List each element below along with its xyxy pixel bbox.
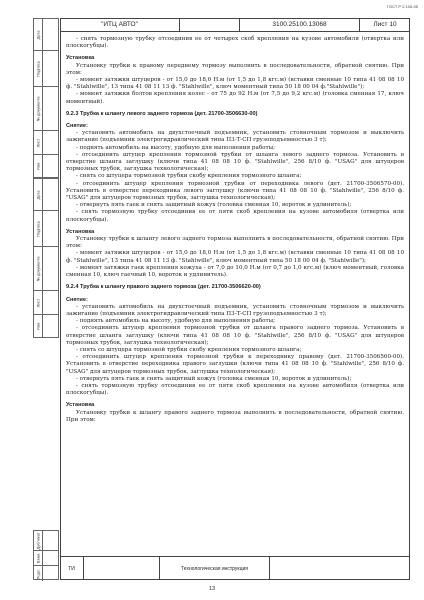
header-doc-number: 3100.25100.13068	[240, 18, 360, 31]
footer-blank	[84, 557, 160, 580]
side-label: Дата	[35, 190, 41, 199]
side-cell	[34, 531, 58, 551]
paragraph: - снять тормозную трубку отсоединив ее от четырех скоб крепления на кузове автомобиля (отвертка или плоскогубцы).	[66, 36, 404, 50]
gost-reference: ГОСТ Р 2.105-95	[387, 4, 418, 9]
side-label: Подл.	[35, 568, 41, 579]
paragraph: - момент затяжки болтов крепления колес - от 75 до 92 Н.м (от 7,5 до 9,2 кгс.м) (головка сменная 17, ключ моментный).	[66, 91, 404, 105]
document-body	[66, 36, 404, 424]
side-label: Дубликат	[35, 531, 41, 550]
side-cell	[34, 211, 58, 247]
paragraph: Установку трубки к правому переднему тормозу выполнить в последовательности, обратной снятию. При этом:	[66, 62, 404, 76]
side-label: Взам.	[35, 552, 41, 564]
side-cell	[34, 566, 58, 581]
subheading: Установка	[66, 55, 95, 62]
side-cell	[34, 51, 58, 87]
header-row	[60, 18, 410, 32]
side-cell	[34, 247, 58, 291]
side-cell	[34, 179, 58, 211]
paragraph: - момент затяжки штуцеров - от 15,0 до 18,0 Н.м (от 1,5 до 1,8 кгс.м) (вставки сменные 10 типа 41 08 08 10 ф. "Stahlwille", 13 типа 41 08 11 13 ф. "Stahlwille", ключ моментный типа 50 18 00 04 ф."Stahlwille");	[66, 77, 404, 91]
subheading: Установка	[66, 402, 95, 409]
side-label: Дата	[35, 30, 41, 39]
side-label: Лист	[35, 138, 41, 147]
side-stamp-middle	[33, 178, 59, 338]
side-label: № документа	[35, 256, 41, 281]
paragraph: - поднять автомобиль на высоту, удобную для выполнения работы;	[76, 318, 275, 325]
paragraph: - снять со штуцера тормозной трубки скобу крепления тормозного шланга;	[76, 346, 302, 353]
footer-blank-right	[270, 557, 410, 580]
side-label: Лист	[35, 298, 41, 307]
paragraph: Установку трубки к шлангу левого заднего тормоза выполнить в последовательности, обратной снятию. При этом:	[66, 236, 404, 250]
side-label: Изм.	[35, 321, 41, 331]
side-cell	[34, 291, 58, 315]
section-heading: 9.2.3 Трубка к шлангу левого заднего тормоза (дет. 21700-3506630-00)	[66, 110, 258, 117]
footer-row	[60, 556, 410, 580]
paragraph: - поднять автомобиль на высоту, удобную для выполнения работы;	[76, 144, 275, 151]
page-number: 13	[208, 586, 216, 592]
subheading: Установка	[66, 228, 95, 235]
paragraph: - отсоединить штуцер крепления тормозной трубки к переходнику правому (дет. 21700-3506560-00). Установить в отверстие переходника правого заглушки (ключи типа 41 08 08 10 ф. "Stahlwille", 256 8/10 ф. "USAG" для штуцеров тормозных трубок, заглушка технологическая);	[66, 354, 404, 375]
header-company: "ИТЦ АВТО"	[60, 18, 180, 31]
section-heading: 9.2.4 Трубка к шлангу правого заднего тормоза (дет. 21700-3506620-00)	[66, 284, 261, 291]
paragraph: - отсоединить штуцер крепления тормозной трубки от шланга правого заднего тормоза. Установить в отверстие шланга заглушку (ключи типа 41 08 08 10 ф. "Stahlwille", 256 8/10 ф. "USAG" для штуцеров тормозных трубок, заглушка технологическая);	[66, 325, 404, 346]
footer-code: ТИ	[60, 557, 84, 580]
side-cell	[34, 315, 58, 337]
side-cell	[34, 19, 58, 51]
subheading: Снятие:	[66, 296, 88, 303]
subheading: Снятие:	[66, 123, 88, 130]
side-label: Изм.	[35, 161, 41, 171]
paragraph: - момент затяжки штуцеров - от 15,0 до 18,0 Н.м (от 1,5 до 1,8 кгс.м) (вставки сменные 10 типа 41 08 08 10 ф. "Stahlwille", 13 типа 41 08 11 13 ф. "Stahlwille", ключ моментный типа 50 18 00 04 ф. "Stahlwille");	[66, 250, 404, 264]
side-cell	[34, 155, 58, 177]
paragraph: - снять тормозную трубку отсоединив ее от пяти скоб крепления на кузове автомобиля (отвертка или плоскогубцы).	[66, 209, 404, 223]
paragraph: - снять тормозную трубку отсоединив ее от пяти скоб крепления на кузове автомобиля (отвертка или плоскогубцы).	[66, 382, 404, 397]
side-label: Подпись	[35, 60, 41, 77]
paragraph: - отвернуть пять гаек и снять защитный кожух (головка сменная 10, вороток и удлинитель);	[76, 202, 352, 209]
side-label: № документа	[35, 96, 41, 121]
paragraph: - установить автомобиль на двухстоечный подъемник, установить стояночным тормозом и выключить зажигание (подъемник электрогидравлический типа П3-Т-СП грузоподъемностью 3 т);	[66, 303, 404, 317]
header-sheet: Лист 10	[373, 21, 397, 28]
paragraph: - момент затяжки гаек крепления кожуха - от 7,0 до 10,0 Н.м (от 0,7 до 1,0 кгс.м) (ключ моментный, головка сменная 10, ключ гаечный 10, вороток и удлинитель).	[66, 264, 404, 279]
paragraph: - установить автомобиль на двухстоечный подъемник, установить стояночным тормозом и выключить зажигание (подъемник электрогидравлический типа П3-Т-СП грузоподъемностью 3 т);	[66, 130, 404, 144]
header-blank	[180, 18, 240, 31]
side-cell	[34, 87, 58, 131]
paragraph: Установку трубки к шлангу правого заднего тормоза выполнить в последовательности, обратной снятию. При этом:	[66, 409, 404, 423]
side-stamp-top	[33, 18, 59, 178]
side-stamp-bottom	[33, 530, 59, 580]
paragraph: - отсоединить штуцер крепления тормозной трубки от шланга левого заднего тормоза. Установить в отверстие шланга заглушку (ключи типа 41 08 08 10 ф. "Stahlwille", 256 8/10 ф. "USAG" для штуцеров тормозных трубок, заглушка технологическая);	[66, 151, 404, 173]
side-label: Подпись	[35, 220, 41, 237]
paragraph: - снять со штуцера тормозной трубки скобу крепления тормозного шланга;	[76, 173, 302, 180]
side-cell	[34, 551, 58, 566]
paragraph: - отвернуть пять гаек и снять защитный кожух (головка сменная 10, вороток и удлинитель);	[76, 375, 352, 382]
paragraph: - отсоединить штуцер крепления тормозной трубки от переходника левого (дет. 21700-3506570-00). Установить в отверстие переходника левого заглушку (ключи типа 41 08 08 10 ф. "Stahlwille", 256 8/10 ф. "USAG" для штуцеров тормозных трубок, заглушка технологическая);	[66, 180, 404, 202]
side-cell	[34, 131, 58, 155]
footer-title: Технологическая инструкция	[160, 557, 270, 580]
